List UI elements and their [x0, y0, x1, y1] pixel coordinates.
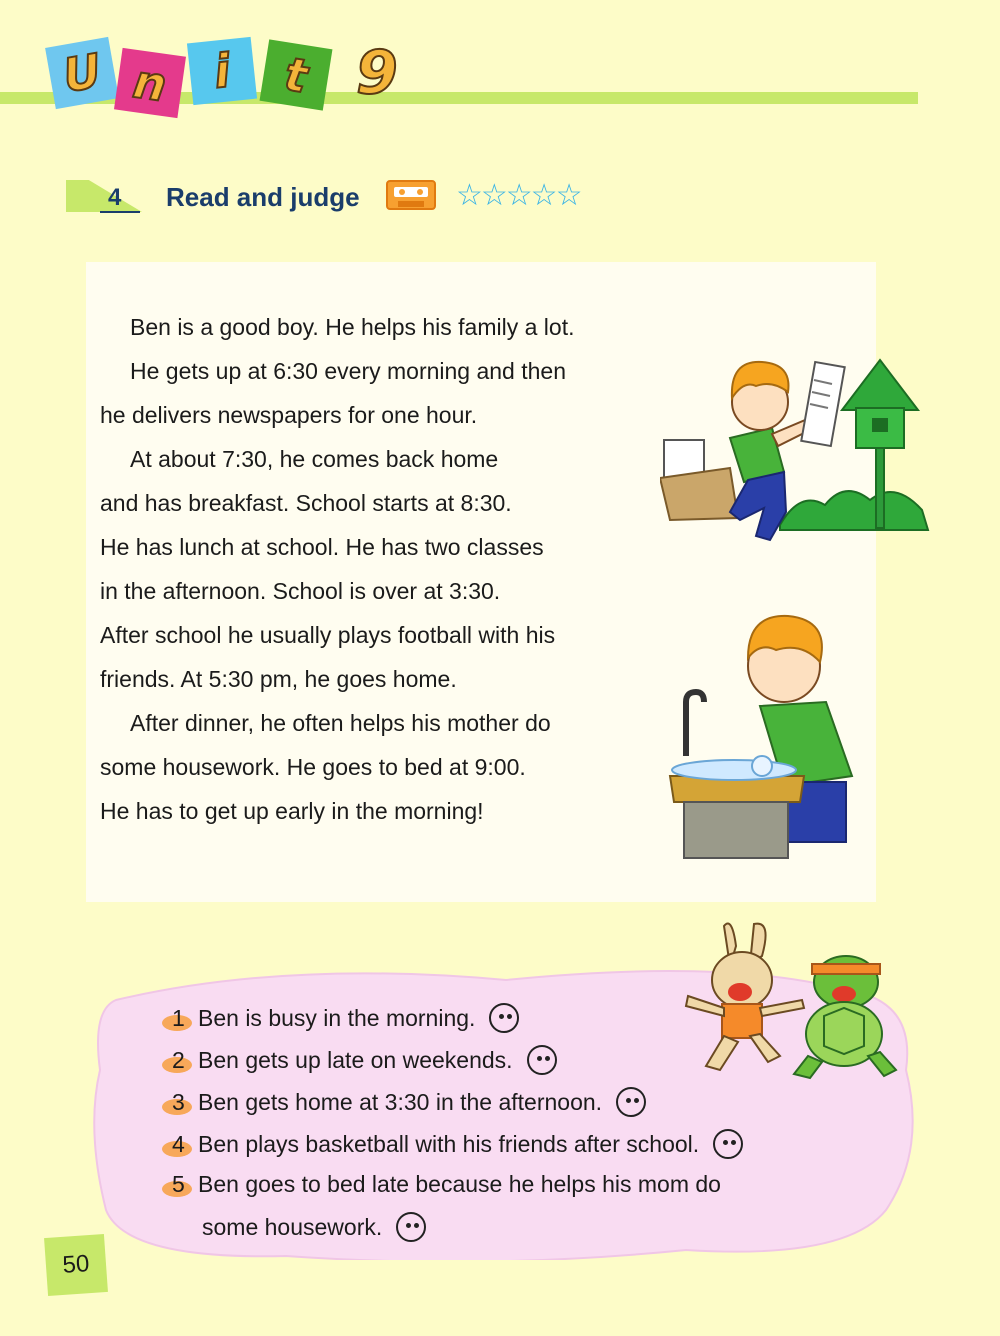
unit-letter-tile-t: t [260, 39, 333, 110]
passage-line: After school he usually plays football with his [100, 622, 556, 648]
passage-line: and has breakfast. School starts at 8:30. [100, 490, 512, 516]
question-item-2 [166, 1045, 557, 1075]
cassette-tape-icon[interactable] [386, 180, 436, 210]
question-number-badge: 4 [166, 1131, 198, 1158]
question-number-badge: 2 [166, 1047, 198, 1074]
question-text: Ben gets home at 3:30 in the afternoon. [198, 1088, 603, 1115]
question-text: Ben goes to bed late because he helps his mom do [198, 1171, 721, 1197]
unit-letter-tile-u: U [45, 37, 119, 109]
question-item-5-continued [202, 1212, 426, 1242]
question-item-5 [166, 1171, 721, 1198]
rating-stars: ☆☆☆☆☆ [456, 179, 581, 212]
question-number-badge: 1 [166, 1005, 198, 1032]
question-item-3 [166, 1087, 646, 1117]
section-underline [100, 211, 140, 213]
section-title: Read and judge [166, 182, 360, 212]
question-item-4 [166, 1129, 743, 1159]
section-number: 4 [108, 184, 122, 211]
question-item-1 [166, 1003, 519, 1033]
rabbit-and-turtle-illustration [684, 916, 910, 1086]
question-text: Ben plays basketball with his friends after school. [198, 1130, 700, 1157]
unit-number: 9 [356, 38, 398, 108]
passage-line: Ben is a good boy. He helps his family a lot. [130, 314, 575, 340]
section-tab [66, 180, 142, 212]
passage-line: After dinner, he often helps his mother do [130, 710, 551, 736]
question-number-badge: 3 [166, 1089, 198, 1116]
unit-letter-tile-n: n [114, 48, 186, 118]
judge-face-icon[interactable] [616, 1087, 646, 1117]
question-text: some housework. [202, 1213, 383, 1240]
question-text: Ben gets up late on weekends. [198, 1046, 513, 1073]
question-number-badge: 5 [166, 1171, 198, 1198]
judge-face-icon[interactable] [396, 1212, 426, 1242]
judge-face-icon[interactable] [713, 1129, 743, 1159]
page-number: 50 [44, 1234, 108, 1296]
passage-line: He has lunch at school. He has two classes [100, 534, 544, 560]
passage-line: he delivers newspapers for one hour. [100, 402, 478, 428]
passage-line: some housework. He goes to bed at 9:00. [100, 754, 526, 780]
question-text: Ben is busy in the morning. [198, 1004, 476, 1031]
unit-letter-tile-i: i [187, 37, 257, 105]
passage-line: He has to get up early in the morning! [100, 798, 484, 824]
judge-face-icon[interactable] [489, 1003, 519, 1033]
boy-washing-dishes-illustration [664, 606, 870, 862]
passage-line: At about 7:30, he comes back home [130, 446, 499, 472]
passage-line: in the afternoon. School is over at 3:30. [100, 578, 501, 604]
passage-line: friends. At 5:30 pm, he goes home. [100, 666, 457, 692]
judge-face-icon[interactable] [527, 1045, 557, 1075]
boy-delivering-newspapers-illustration [660, 340, 935, 555]
passage-line: He gets up at 6:30 every morning and then [130, 358, 567, 384]
